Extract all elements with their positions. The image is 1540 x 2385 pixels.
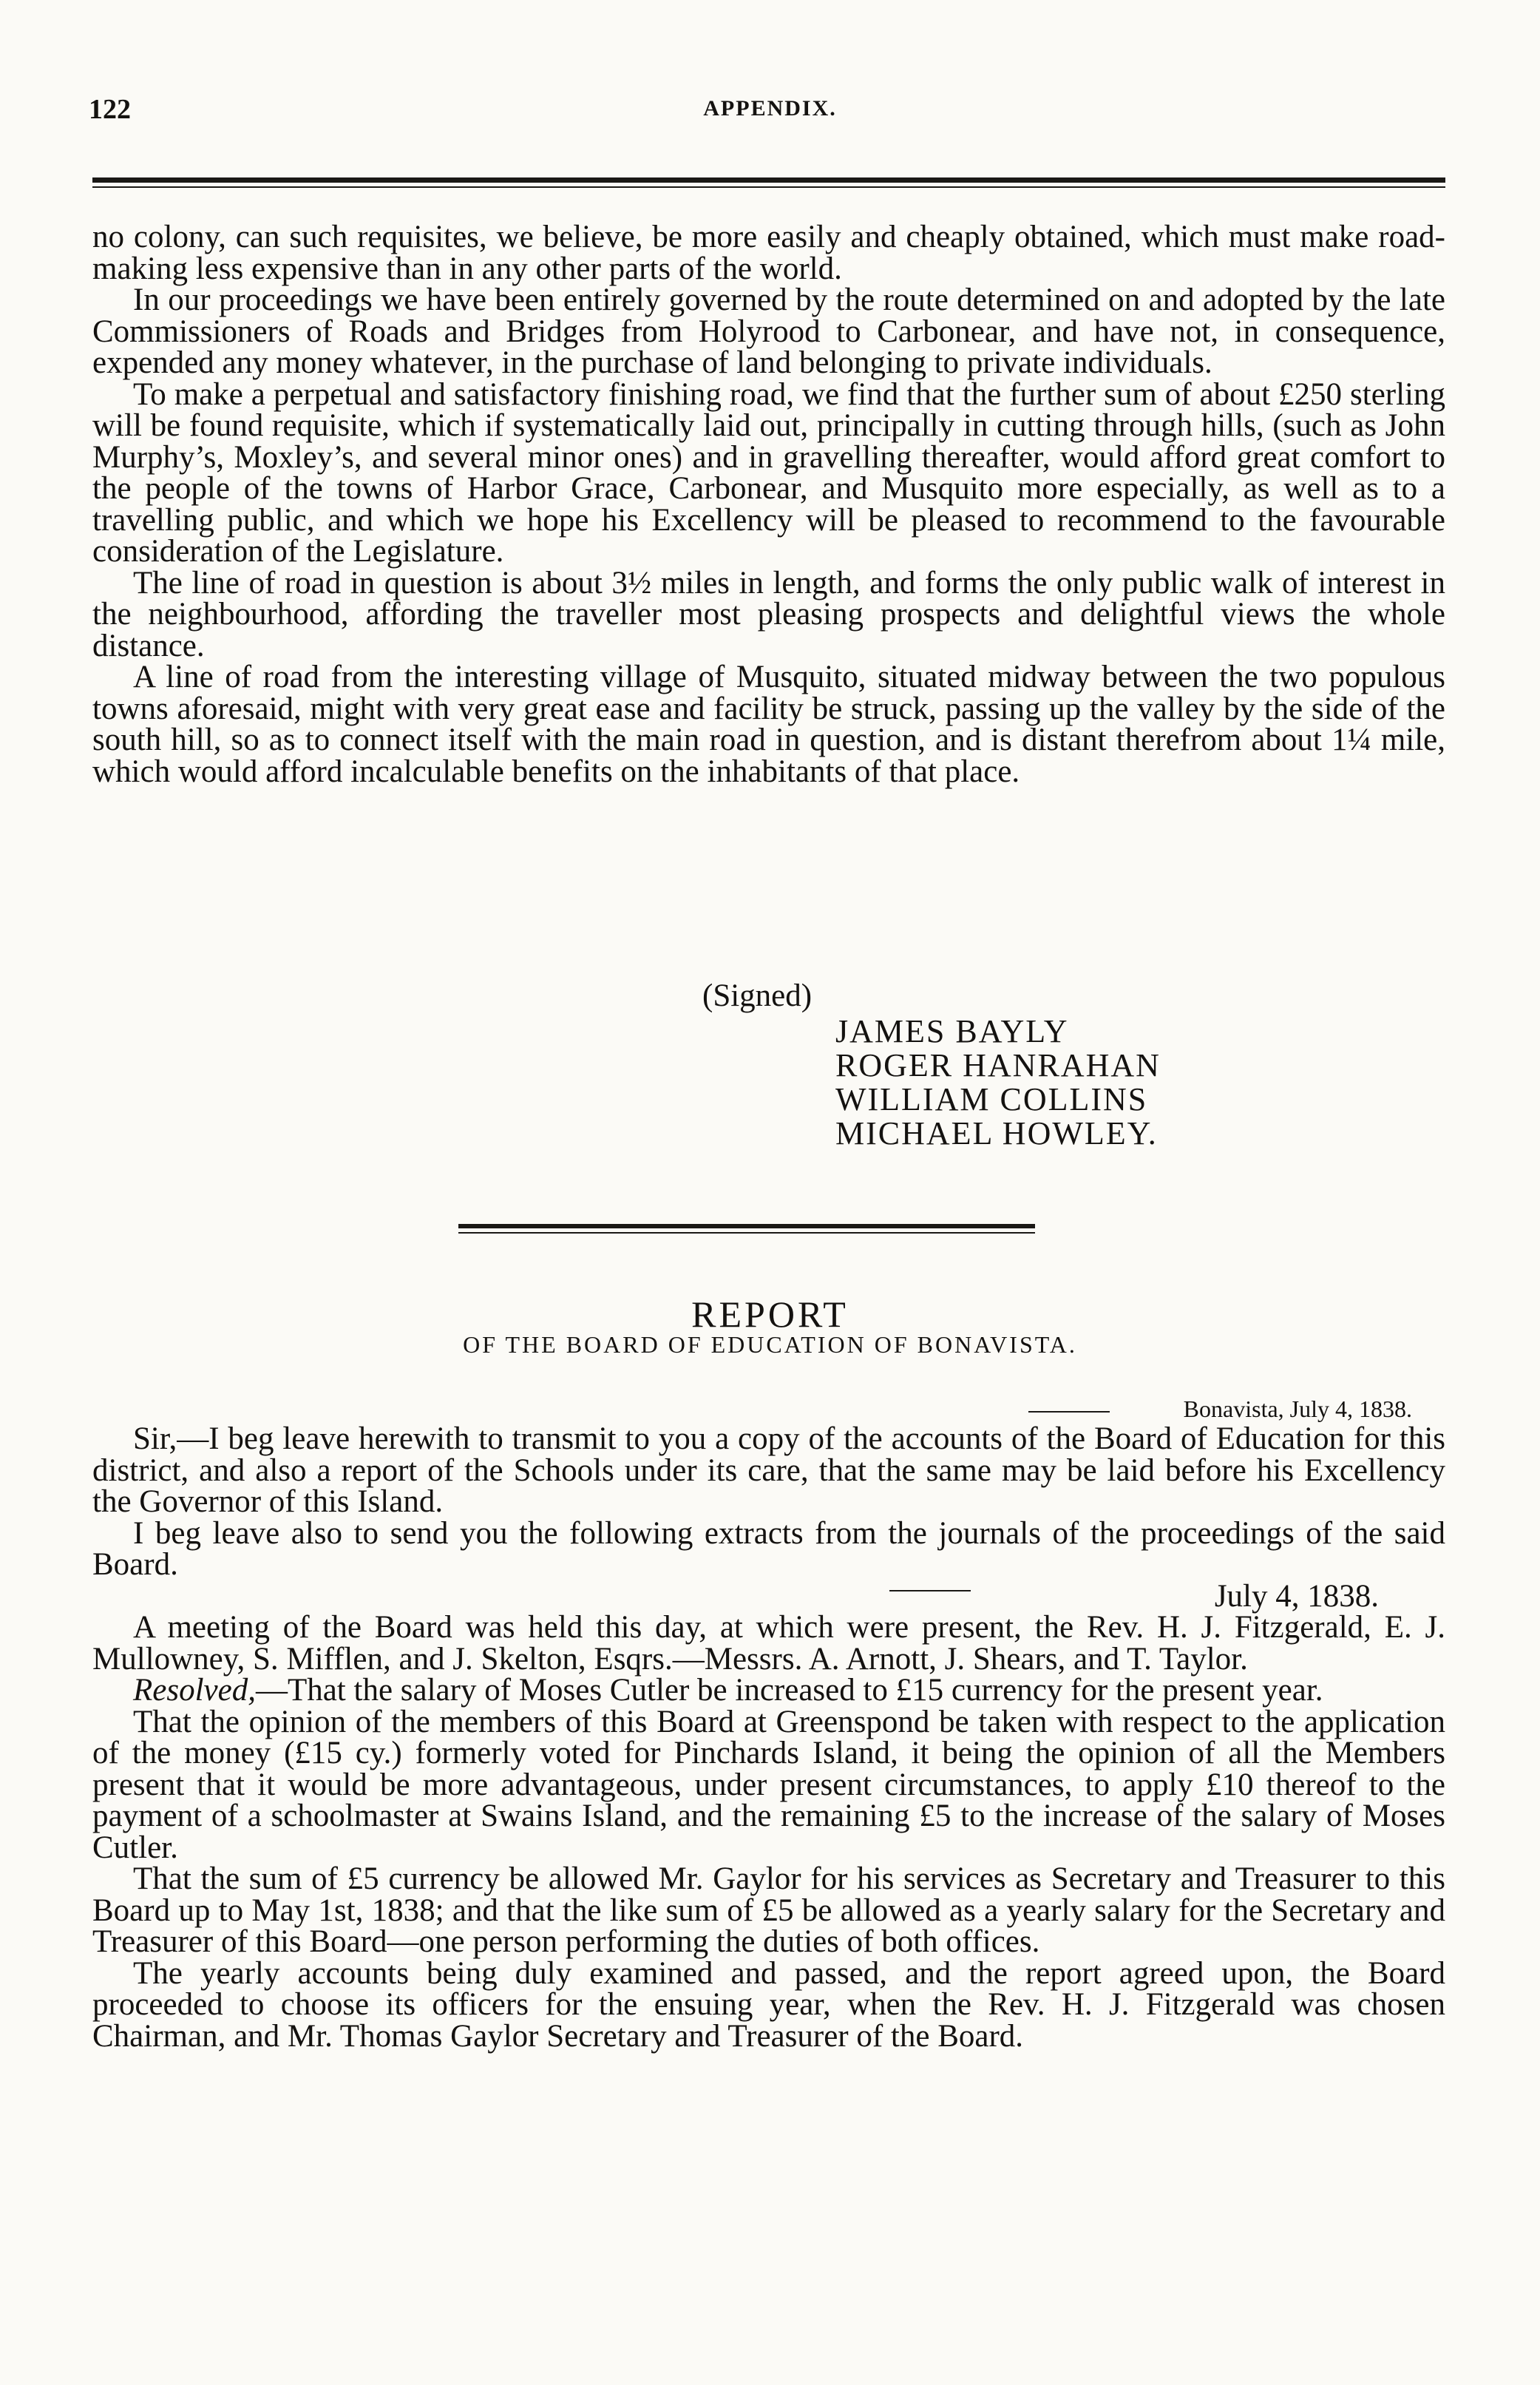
dash-rule [1028, 1411, 1110, 1413]
section-divider-thin [458, 1232, 1035, 1234]
signatories [835, 1015, 1161, 1151]
paragraph: The line of road in question is about 3½ miles in length, and forms the only public walk of interest in the neighbourhood, affording the traveller most pleasing prospects and delightful views the whole distance. [92, 565, 1445, 663]
paragraph: Sir,—I beg leave herewith to transmit to you a copy of the accounts of the Board of Education for this district, and also a report of the Schools under its care, that the same may be laid before his Excellency the Governor of this Island. [92, 1421, 1445, 1519]
resolved-lead: Resolved, [133, 1673, 256, 1708]
header-rule [92, 177, 1445, 183]
paragraph: no colony, can such requisites, we believe, be more easily and cheaply obtained, which must make road-making less expensive than in any other parts of the world. [92, 220, 1445, 286]
signatory: WILLIAM COLLINS [835, 1081, 1148, 1117]
paragraph: A line of road from the interesting village of Musquito, situated midway between the two populous towns aforesaid, might with very great ease and facility be struck, passing up the valley by the side of the south hill, so as to connect itself with the main road in question, and is distant therefrom about 1¼ mile, which would afford incalculable benefits on the inhabitants of that place. [92, 660, 1445, 789]
minute-date: July 4, 1838. [1214, 1578, 1379, 1614]
paragraph: To make a perpetual and satisfactory finishing road, we find that the further sum of about £250 sterling will be found requisite, which if systematically laid out, principally in cutting through hills, (such as John Murphy’s, Moxley’s, and several minor ones) and in gravelling thereafter, would afford great comfort to the people of the towns of Harbor Grace, Carbonear, and Musquito more especially, as well as to a travelling public, and which we hope his Excellency will be pleased to recommend to the favourable consideration of the Legislature. [92, 376, 1445, 569]
resolution-text: —That the salary of Moses Cutler be increased to £15 currency for the present year. [255, 1673, 1323, 1708]
report-subtitle: OF THE BOARD OF EDUCATION OF BONAVISTA. [463, 1331, 1077, 1358]
page-number: 122 [89, 94, 131, 125]
section-divider [458, 1224, 1035, 1228]
road-report-text [92, 222, 1445, 788]
paragraph: I beg leave also to send you the following extracts from the journals of the proceedings of the said Board. [92, 1515, 1445, 1582]
header-rule-thin [92, 186, 1445, 188]
report-title: REPORT [691, 1293, 849, 1335]
signatory: ROGER HANRAHAN [835, 1047, 1161, 1083]
signed-label: (Signed) [702, 978, 813, 1013]
paragraph: That the opinion of the members of this Board at Greenspond be taken with respect to the application of the money (£15 cy.) formerly voted for Pinchards Island, it being the opinion of all the Members present that it would be more advantageous, under present circumstances, to apply £10 thereof to the payment of a schoolmaster at Swains Island, and the remaining £5 to the increase of the salary of Moses Cutler. [92, 1704, 1445, 1865]
signatory: MICHAEL HOWLEY. [835, 1115, 1158, 1151]
paragraph [92, 1675, 1445, 1707]
running-title: APPENDIX. [703, 96, 837, 121]
paragraph: The yearly accounts being duly examined and passed, and the report agreed upon, the Board proceeded to choose its officers for the ensuing year, when the Rev. H. J. Fitzgerald was chosen Chairman, and Mr. Thomas Gaylor Secretary and Treasurer of the Board. [92, 1955, 1445, 2054]
dateline [769, 1396, 1412, 1423]
paragraph: In our proceedings we have been entirely governed by the route determined on and adopted by the late Commissioners of Roads and Bridges from Holyrood to Carbonear, and have not, in consequence, expended any money whatever, in the purchase of land belonging to private individuals. [92, 283, 1445, 380]
board-report-text [92, 1421, 1445, 2054]
paragraph: That the sum of £5 currency be allowed Mr. Gaylor for his services as Secretary and Treasurer to this Board up to May 1st, 1838; and that the like sum of £5 be allowed as a yearly salary for the Secretary and Treasurer of this Board—one person performing the duties of both offices. [92, 1861, 1445, 1959]
signatory: JAMES BAYLY [835, 1013, 1069, 1049]
paragraph: A meeting of the Board was held this day, at which were present, the Rev. H. J. Fitzgerald, E. J. Mullowney, S. Mifflen, and J. Skelton, Esqrs.—Messrs. A. Arnott, J. Shears, and T. Taylor. [92, 1610, 1445, 1677]
dateline-text: Bonavista, July 4, 1838. [1183, 1396, 1412, 1422]
minute-date-line [92, 1578, 1445, 1614]
dash-rule [889, 1590, 971, 1591]
running-head [89, 93, 1451, 129]
